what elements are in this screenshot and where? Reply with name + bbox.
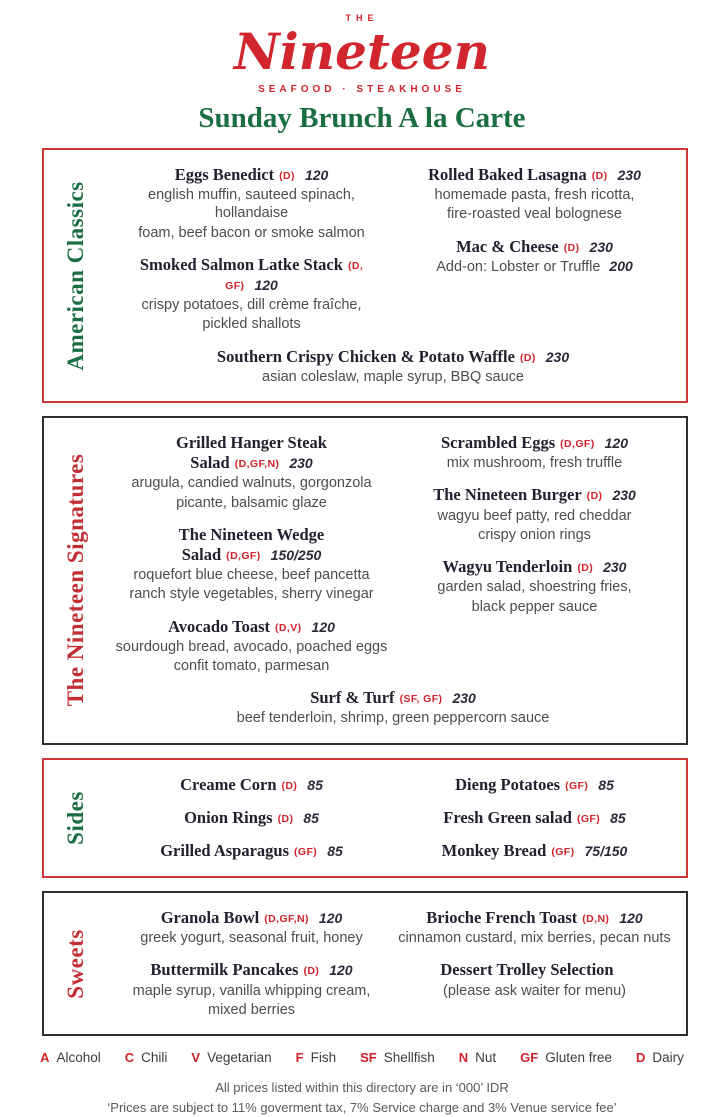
item-description: picante, balsamic glaze	[176, 494, 327, 511]
diet-codes: (D)	[563, 241, 580, 254]
item-name-line	[114, 255, 389, 295]
menu-item	[397, 960, 672, 999]
legend-item	[191, 1049, 271, 1067]
legend-item	[360, 1049, 435, 1067]
section-columns	[110, 433, 676, 688]
item-addon-line	[397, 258, 672, 276]
legend-label: Nut	[475, 1050, 497, 1066]
section-columns	[110, 165, 676, 347]
item-name: Rolled Baked Lasagna	[428, 165, 587, 184]
item-price: 85	[327, 842, 343, 859]
diet-codes: (D,N)	[582, 913, 610, 926]
menu-item	[114, 841, 389, 861]
menu-sections	[0, 148, 724, 1036]
diet-codes: (D)	[281, 779, 298, 792]
item-name-line	[114, 433, 389, 473]
footer-note-tax: ‘Prices are subject to 11% goverment tax, 7% Service charge and 3% Venue service fee’	[107, 1099, 617, 1115]
menu-section	[42, 148, 688, 403]
item-name-line	[114, 617, 389, 637]
menu-item	[114, 908, 389, 947]
menu-section	[42, 758, 688, 878]
diet-codes: (GF)	[294, 845, 318, 858]
menu-item	[397, 237, 672, 276]
item-price: 120	[619, 910, 643, 927]
menu-section	[42, 416, 688, 745]
section-columns	[110, 775, 676, 874]
item-description: foam, beef bacon or smoke salmon	[138, 224, 365, 241]
menu-item	[397, 775, 672, 795]
item-name-line	[110, 688, 676, 708]
item-name-line	[114, 841, 389, 861]
item-name-line	[114, 808, 389, 828]
diet-codes: (GF)	[576, 812, 601, 825]
legend-code: A	[40, 1050, 50, 1066]
menu-header	[0, 0, 724, 135]
item-name-line	[114, 775, 389, 795]
section-columns	[110, 908, 676, 1032]
item-addon-text: Add-on: Lobster or Truffle	[436, 258, 601, 275]
item-name-line	[110, 347, 676, 367]
item-price: 120	[604, 435, 628, 452]
item-description: ranch style vegetables, sherry vinegar	[129, 586, 374, 603]
item-name-line	[397, 775, 672, 795]
item-name: Avocado Toast	[168, 616, 271, 636]
menu-item	[397, 841, 672, 861]
legend-item	[40, 1049, 101, 1067]
item-description: confit tomato, parmesan	[173, 658, 330, 675]
legend-label: Fish	[310, 1050, 337, 1066]
item-description: crispy onion rings	[478, 526, 591, 543]
section-label: The Nineteen Signatures	[63, 454, 88, 707]
diet-codes: (D,GF)	[226, 550, 261, 562]
item-name: Dessert Trolley Selection	[440, 960, 614, 980]
menu-item	[114, 808, 389, 828]
diet-codes: (D,GF)	[560, 438, 595, 451]
legend-code: GF	[520, 1050, 539, 1066]
diet-codes: (D)	[577, 562, 594, 575]
section-label: Sweets	[63, 928, 88, 999]
item-name: Buttermilk Pancakes	[150, 960, 299, 980]
item-name: Grilled Hanger Steak Salad	[176, 433, 327, 473]
item-description: english muffin, sauteed spinach, hollandaise	[148, 187, 355, 222]
legend-label: Shellfish	[383, 1050, 435, 1066]
legend-code: N	[458, 1050, 469, 1066]
item-name-line	[397, 557, 672, 577]
item-name-line	[114, 525, 389, 565]
item-price: 120	[254, 277, 278, 294]
item-name: Southern Crispy Chicken & Potato Waffle	[216, 346, 515, 366]
legend-label: Alcohol	[56, 1050, 101, 1066]
item-price: 230	[289, 455, 313, 472]
item-price: 85	[307, 776, 323, 793]
item-name: Monkey Bread	[441, 840, 547, 860]
item-description: fire-roasted veal bolognese	[447, 206, 622, 223]
footer-notes	[0, 1078, 724, 1117]
item-name-line	[397, 808, 672, 828]
diet-codes: (D,GF,N)	[264, 913, 309, 926]
item-name-line	[397, 485, 672, 505]
menu-item	[114, 525, 389, 604]
diet-codes: (GF)	[565, 779, 589, 792]
legend-label: Vegetarian	[207, 1050, 272, 1066]
item-name: The Nineteen Wedge Salad	[178, 524, 325, 564]
item-name: Eggs Benedict	[174, 165, 275, 184]
item-description: mix mushroom, fresh truffle	[446, 455, 623, 472]
item-name: Fresh Green salad	[443, 807, 572, 827]
item-description: (please ask waiter for menu)	[443, 982, 626, 999]
item-price: 230	[617, 167, 641, 183]
page-title: Sunday Brunch A la Carte	[198, 102, 526, 134]
item-name-line	[114, 960, 389, 980]
legend-item	[520, 1049, 612, 1067]
item-price: 85	[610, 809, 626, 826]
logo-the: THE	[345, 13, 379, 23]
item-name: Smoked Salmon Latke Stack	[139, 254, 343, 274]
legend-item	[125, 1049, 168, 1067]
diet-codes: (D)	[303, 965, 320, 978]
item-price: 120	[311, 618, 335, 635]
legend-code: SF	[360, 1050, 377, 1066]
item-name-line	[397, 165, 672, 185]
item-description: garden salad, shoestring fries,	[437, 579, 632, 596]
legend-code: V	[191, 1050, 201, 1066]
diet-codes: (D)	[519, 351, 536, 364]
logo-tagline: SEAFOOD · STEAKHOUSE	[258, 84, 466, 95]
legend-item	[636, 1049, 684, 1067]
item-description: greek yogurt, seasonal fruit, honey	[140, 930, 363, 947]
item-description: homemade pasta, fresh ricotta,	[434, 187, 635, 204]
item-name-line	[397, 841, 672, 861]
item-description: roquefort blue cheese, beef pancetta	[133, 567, 370, 584]
item-description: cinnamon custard, mix berries, pecan nuts	[398, 930, 671, 947]
restaurant-logo: Nineteen	[234, 22, 490, 81]
item-description: maple syrup, vanilla whipping cream,	[132, 982, 371, 999]
menu-item	[397, 557, 672, 616]
diet-codes: (D)	[277, 812, 294, 825]
menu-column	[110, 165, 393, 347]
section-label: Sides	[63, 791, 88, 845]
diet-codes: (GF)	[551, 845, 575, 858]
legend-code: D	[636, 1050, 646, 1066]
item-description: black pepper sauce	[471, 598, 598, 615]
menu-column	[110, 775, 393, 874]
diet-codes: (D,GF,N)	[234, 458, 280, 471]
item-name: Brioche French Toast	[426, 908, 578, 928]
menu-column	[393, 433, 676, 688]
item-description: asian coleslaw, maple syrup, BBQ sauce	[262, 368, 524, 385]
item-name: Creame Corn	[180, 774, 277, 794]
item-name: Dieng Potatoes	[455, 774, 561, 794]
item-description: crispy potatoes, dill crème fraîche,	[141, 297, 362, 314]
item-price: 230	[452, 690, 476, 707]
item-description: arugula, candied walnuts, gorgonzola	[131, 475, 372, 492]
diet-codes: (D)	[586, 490, 603, 503]
legend-code: F	[295, 1050, 304, 1066]
diet-codes: (SF, GF)	[399, 693, 443, 706]
diet-codes: (D)	[279, 170, 295, 182]
diet-codes: (D)	[591, 170, 608, 182]
item-description: beef tenderloin, shrimp, green peppercorn sauce	[236, 710, 550, 727]
diet-legend	[0, 1049, 724, 1067]
menu-item	[114, 255, 389, 334]
menu-column	[393, 775, 676, 874]
legend-label: Dairy	[652, 1050, 684, 1066]
menu-column	[110, 908, 393, 1032]
legend-item	[296, 1049, 336, 1067]
item-name: Onion Rings	[184, 807, 273, 827]
legend-item	[459, 1049, 496, 1067]
item-description: wagyu beef patty, red cheddar	[437, 507, 632, 524]
menu-item	[397, 808, 672, 828]
item-name-line	[397, 433, 672, 453]
item-name-line	[114, 908, 389, 928]
footer-note-currency: All prices listed within this directory are in ‘000’ IDR	[215, 1080, 509, 1096]
item-price: 85	[598, 776, 614, 793]
item-name-line	[114, 165, 389, 185]
section-full-row	[110, 347, 676, 386]
item-name-line	[397, 908, 672, 928]
menu-item	[114, 960, 389, 1019]
item-price: 150/250	[270, 547, 322, 563]
menu-item	[114, 433, 389, 512]
item-description: mixed berries	[207, 1001, 296, 1018]
item-name-line	[397, 960, 672, 980]
legend-code: C	[124, 1050, 135, 1066]
menu-item	[397, 165, 672, 224]
item-price: 120	[329, 962, 353, 979]
item-name: Granola Bowl	[160, 908, 260, 928]
menu-item	[397, 485, 672, 544]
menu-item	[397, 433, 672, 472]
item-price: 120	[304, 167, 329, 183]
section-full-row	[110, 688, 676, 727]
legend-label: Chili	[141, 1050, 168, 1066]
item-addon-price: 200	[609, 257, 633, 274]
menu-section	[42, 891, 688, 1036]
legend-label: Gluten free	[545, 1050, 613, 1066]
menu-item	[114, 775, 389, 795]
menu-item	[110, 688, 676, 727]
item-description: sourdough bread, avocado, poached eggs	[115, 638, 388, 655]
item-price: 230	[603, 559, 627, 576]
diet-codes: (D,V)	[275, 621, 302, 634]
item-name: Surf & Turf	[310, 688, 395, 708]
item-name: Grilled Asparagus	[160, 840, 290, 860]
item-description: pickled shallots	[202, 316, 301, 333]
menu-column	[393, 165, 676, 347]
item-name: Scrambled Eggs	[441, 433, 556, 453]
item-price: 120	[318, 910, 343, 927]
item-price: 230	[545, 348, 570, 365]
item-price: 75/150	[584, 842, 628, 859]
menu-column	[110, 433, 393, 688]
diet-codes: (D, GF)	[225, 259, 364, 293]
menu-item	[397, 908, 672, 947]
menu-item	[114, 165, 389, 242]
menu-item	[114, 617, 389, 676]
item-name: Mac & Cheese	[456, 236, 559, 256]
item-price: 230	[612, 487, 636, 504]
item-name-line	[397, 237, 672, 257]
menu-column	[393, 908, 676, 1032]
item-price: 85	[303, 809, 319, 826]
item-name: Wagyu Tenderloin	[442, 557, 573, 577]
item-price: 230	[589, 238, 613, 255]
item-name: The Nineteen Burger	[433, 485, 582, 505]
menu-item	[110, 347, 676, 386]
section-label: American Classics	[63, 180, 88, 371]
